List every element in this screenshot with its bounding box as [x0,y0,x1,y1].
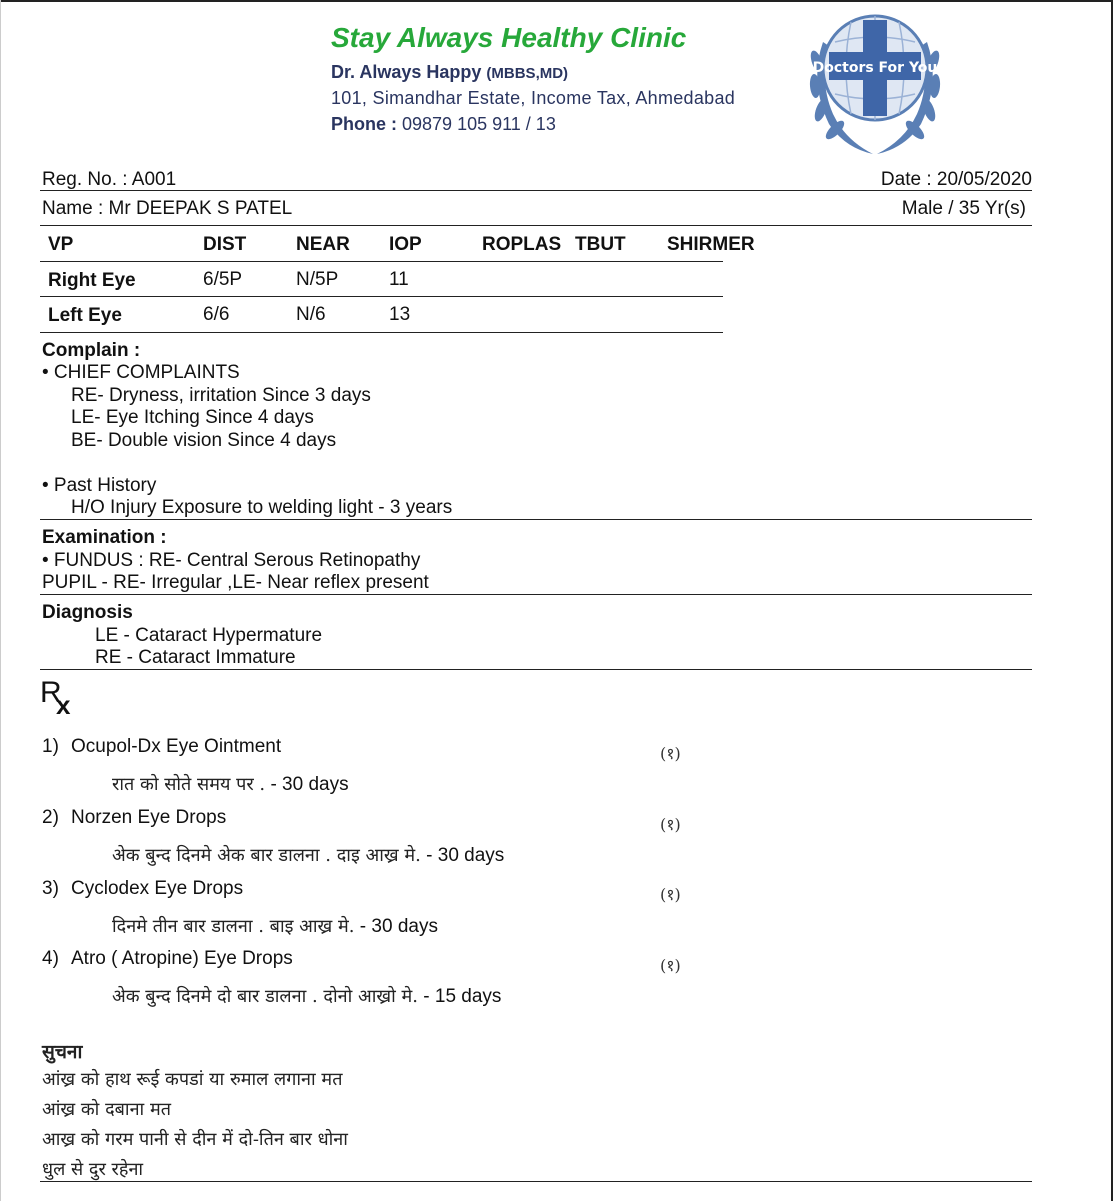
divider-3 [40,519,1032,520]
right-eye-near: N/5P [296,269,339,290]
row-label-right-eye: Right Eye [48,270,136,291]
pupil-line: PUPIL - RE- Irregular ,LE- Near reflex present [42,572,429,593]
notice-line: आंख्र को दबाना मत [42,1099,171,1120]
col-header-iop: IOP [389,234,422,255]
col-header-shirmer: SHIRMER [667,234,755,255]
patient-name: Name : Mr DEEPAK S PATEL [42,198,293,219]
medicine-duration: - 15 days [423,986,502,1007]
reg-no: Reg. No. : A001 [42,169,177,190]
medicine-duration: - 30 days [359,916,438,937]
left-eye-dist: 6/6 [203,304,230,325]
table-header-rule [40,261,723,262]
past-history-label: • Past History [42,475,157,496]
table-row-rule-2 [40,332,723,333]
complaint-line: BE- Double vision Since 4 days [71,430,337,451]
notice-line: आख्र को गरम पानी से दीन में दो-तिन बार धोना [42,1129,348,1150]
past-history-line: H/O Injury Exposure to welding light - 3 years [71,497,453,518]
divider-1 [40,190,1032,191]
medicine-quantity: (१) [660,744,681,763]
logo-text: Doctors For You [812,60,938,76]
rx-symbol-x: x [56,690,71,720]
divider-bottom [40,1181,1032,1182]
medicine-number: 1) [42,736,59,757]
complaint-line: RE- Dryness, irritation Since 3 days [71,385,371,406]
clinic-name: Stay Always Healthy Clinic [331,22,687,53]
examination-heading: Examination : [42,527,167,548]
fundus-line: • FUNDUS : RE- Central Serous Retinopathy [42,550,421,571]
medicine-number: 4) [42,948,59,969]
medicine-instruction-line [112,914,438,938]
medicine-name: Atro ( Atropine) Eye Drops [71,948,293,969]
medicine-instruction: अेक बुन्द दिनमे अेक बार डालना . दाइ आख्र मे. [112,845,421,866]
right-eye-dist: 6/5P [203,269,243,290]
divider-4 [40,594,1032,595]
col-header-vp: VP [48,234,74,255]
visit-date: Date : 20/05/2020 [880,169,1032,190]
medicine-instruction: अेक बुन्द दिनमे दो बार डालना . दोनो आख्रो मे. [112,986,418,1007]
col-header-dist: DIST [203,234,247,255]
patient-gender-age: Male / 35 Yr(s) [901,198,1026,219]
doctor-qualifications: (MBBS,MD) [486,65,569,82]
notice-line: धुल से दुर रहेना [42,1159,144,1180]
medicine-quantity: (१) [660,815,681,834]
chief-complaints-label: • CHIEF COMPLAINTS [42,362,240,383]
medicine-name: Ocupol-Dx Eye Ointment [71,736,282,757]
medicine-quantity: (१) [660,956,681,975]
col-header-tbut: TBUT [575,234,626,255]
complaint-line: LE- Eye Itching Since 4 days [71,407,314,428]
page-border-left [0,0,1,1201]
row-label-left-eye: Left Eye [48,305,122,326]
diagnosis-line: LE - Cataract Hypermature [95,625,323,646]
medicine-number: 2) [42,807,59,828]
left-eye-near: N/6 [296,304,326,325]
col-header-near: NEAR [296,234,350,255]
notice-heading: सुचना [42,1041,83,1063]
clinic-logo [795,2,955,162]
phone-value: 09879 105 911 / 13 [402,114,556,134]
medicine-instruction-line [112,984,501,1008]
diagnosis-line: RE - Cataract Immature [95,647,296,668]
right-eye-iop: 11 [389,269,409,290]
medicine-number: 3) [42,878,59,899]
clinic-address: 101, Simandhar Estate, Income Tax, Ahmedabad [331,88,736,108]
table-row-rule-1 [40,296,723,297]
medicine-duration: - 30 days [270,774,349,795]
medicine-duration: - 30 days [426,845,505,866]
diagnosis-heading: Diagnosis [42,602,133,623]
phone-label: Phone : [331,114,397,134]
medicine-instruction-line [112,843,504,867]
rx-symbol-r: R [40,676,62,709]
medicine-instruction: रात को सोते समय पर . [112,774,266,795]
notice-line: आंख्र को हाथ रूई कपडां या रुमाल लगाना मत [42,1069,343,1090]
divider-5 [40,669,1032,670]
medicine-instruction: दिनमे तीन बार डालना . बाइ आख्र मे. [112,916,355,937]
medicine-instruction-line [112,772,349,796]
medicine-name: Cyclodex Eye Drops [71,878,244,899]
doctor-name: Dr. Always Happy [331,62,482,82]
medicine-quantity: (१) [660,885,681,904]
doctor-line [331,62,568,83]
left-eye-iop: 13 [389,304,411,325]
col-header-roplas: ROPLAS [482,234,562,255]
divider-2 [40,225,1032,226]
clinic-phone [331,114,556,135]
medicine-name: Norzen Eye Drops [71,807,227,828]
complain-heading: Complain : [42,340,141,361]
